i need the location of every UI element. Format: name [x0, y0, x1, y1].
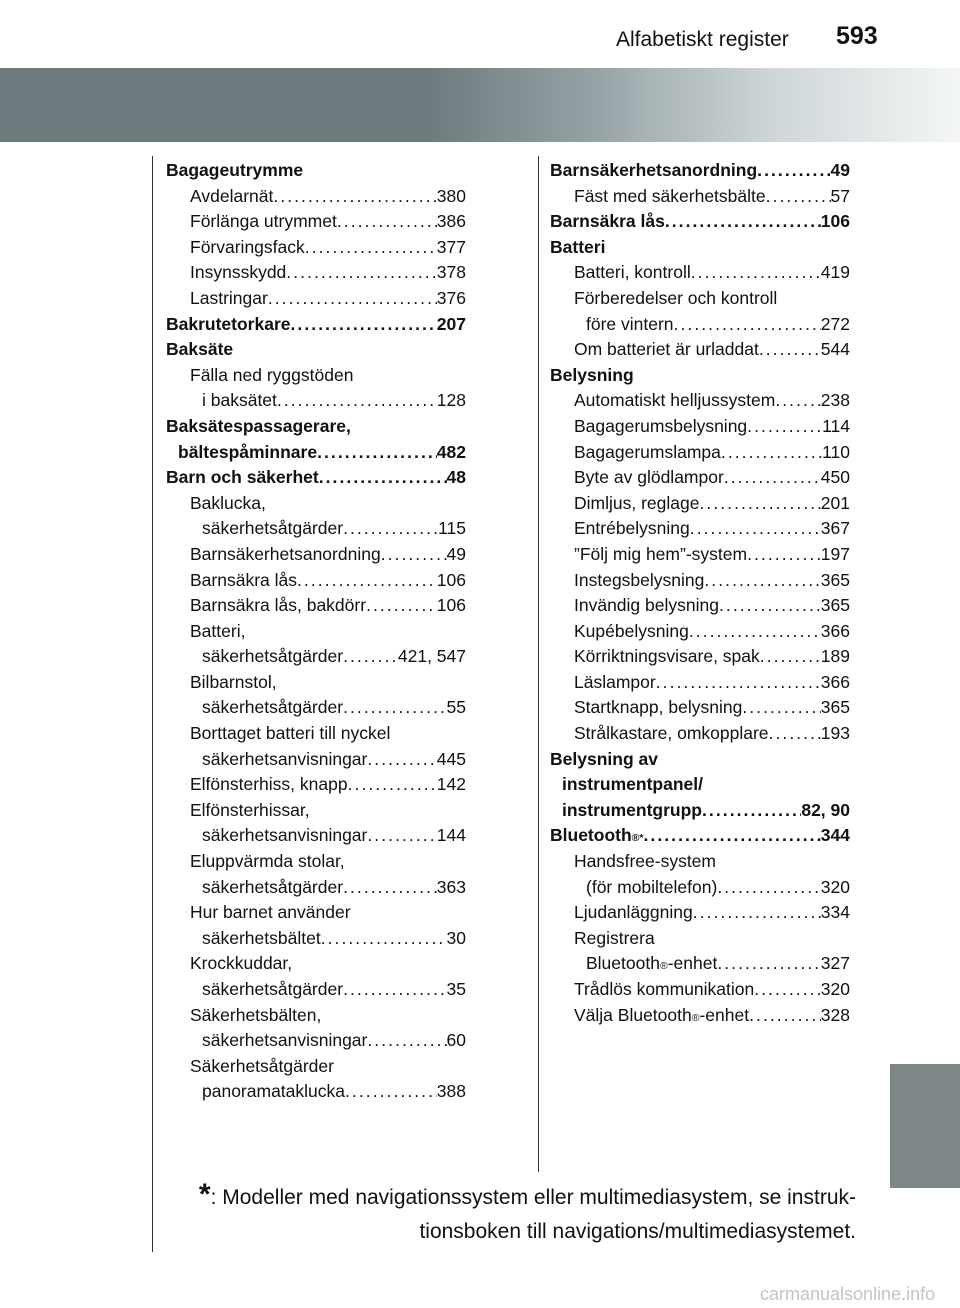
index-entry-page: 320: [820, 979, 850, 999]
index-entry-term: Bilbarnstol,: [190, 671, 277, 692]
index-entry: [550, 260, 850, 286]
index-entry: [166, 1003, 466, 1029]
index-entry-term: säkerhetsåtgärder: [202, 876, 344, 897]
index-entry-page: 328: [820, 1004, 850, 1025]
index-entry-page: 60: [446, 1030, 466, 1051]
index-entry-page: 57: [830, 185, 850, 206]
dot-leader: [367, 823, 436, 849]
index-entry-term: Batteri: [550, 236, 606, 257]
index-entry: [550, 875, 850, 901]
dot-leader: [348, 772, 437, 798]
index-entry: [166, 440, 466, 466]
index-entry: [550, 158, 850, 184]
column-divider: [538, 156, 539, 1172]
index-entry-page: 128: [436, 390, 466, 411]
index-entry: [166, 158, 466, 184]
dot-leader: [769, 721, 821, 747]
index-entry-term: säkerhetsåtgärder: [202, 697, 344, 718]
index-entry-term: Säkerhetsåtgärder: [190, 1055, 334, 1076]
dot-leader: [345, 1079, 437, 1105]
index-entry: [166, 363, 466, 389]
index-entry-term: säkerhetsåtgärder: [202, 646, 344, 667]
index-entry-term: Baklucka,: [190, 492, 266, 513]
index-entry-term: Förlänga utrymmet: [190, 211, 337, 232]
index-entry-page: 544: [820, 339, 850, 360]
index-entry: [166, 286, 466, 312]
index-entry-page: 365: [820, 697, 850, 718]
dot-leader: [674, 312, 821, 338]
index-entry: [550, 568, 850, 594]
index-entry: Välja Bluetooth ® -enhet . . . 328: [550, 1003, 850, 1029]
dot-leader: [690, 516, 821, 542]
index-entry: [166, 644, 466, 670]
index-entry-term: Avdelarnät: [190, 185, 274, 206]
dot-leader: [367, 1028, 446, 1054]
index-entry: [550, 465, 850, 491]
dot-leader: [277, 388, 437, 414]
dot-leader: [273, 184, 436, 210]
index-entry: [550, 235, 850, 261]
dot-leader: [759, 337, 821, 363]
index-entry-term: Elfönsterhiss, knapp: [190, 774, 348, 795]
index-entry: [166, 977, 466, 1003]
dot-leader: [702, 798, 801, 824]
index-entry-page: 482: [436, 441, 466, 462]
dot-leader: [757, 158, 830, 184]
index-entry-term: Barnsäkerhetsanordning: [550, 160, 758, 180]
index-entry-term: Förvaringsfack: [190, 236, 305, 257]
index-entry-page: 365: [820, 569, 850, 590]
section-tab: [890, 1064, 960, 1188]
index-entry-term: Om batteriet är urladdat: [574, 339, 759, 360]
index-entry-term: Bagagerumslampa: [574, 441, 721, 462]
index-entry: [550, 363, 850, 389]
index-entry: [550, 440, 850, 466]
index-entry-page: 110: [822, 441, 850, 462]
index-entry-term: Instegsbelysning: [574, 569, 705, 590]
index-entry: [166, 235, 466, 261]
index-entry: [550, 977, 850, 1003]
watermark: carmanualsonline.info: [760, 1284, 936, 1304]
index-entry-term: säkerhetsåtgärder: [202, 979, 344, 999]
index-column-left: [166, 158, 466, 1105]
index-entry-term: Förberedelser och kontroll: [574, 287, 778, 308]
index-entry: [166, 542, 466, 568]
dot-leader: [286, 260, 437, 286]
index-entry-term: Belysning av: [550, 748, 658, 769]
dot-leader: [343, 644, 398, 670]
index-entry-page: 30: [446, 927, 466, 948]
index-entry-term: säkerhetsåtgärder: [202, 518, 344, 539]
index-entry: [166, 209, 466, 235]
index-entry-page: 344: [820, 825, 850, 846]
index-entry: [550, 619, 850, 645]
index-entry: [166, 260, 466, 286]
dot-leader: [343, 977, 446, 1003]
index-entry: [550, 286, 850, 312]
index-entry-term: bältespåminnare: [178, 441, 318, 462]
dot-leader: [721, 440, 822, 466]
index-entry: [166, 1079, 466, 1105]
index-entry-term: instrumentgrupp: [562, 799, 702, 820]
index-entry-page: 450: [820, 467, 850, 488]
index-entry-page: 419: [820, 262, 850, 283]
dot-leader: [643, 823, 820, 849]
index-entry-term: Säkerhetsbälten,: [190, 1004, 322, 1025]
index-column-right: [550, 158, 850, 1028]
index-entry: [550, 644, 850, 670]
index-entry-term: Dimljus, reglage: [574, 492, 700, 513]
dot-leader: [754, 977, 821, 1003]
dot-leader: [317, 440, 437, 466]
index-entry-term: Registrera: [574, 927, 655, 948]
dot-leader: [717, 875, 820, 901]
index-entry-page: 144: [436, 825, 466, 846]
dot-leader: [689, 619, 821, 645]
index-entry-term: Ljudanläggning: [574, 902, 693, 923]
index-entry-page: 142: [436, 774, 466, 795]
index-entry-term: före vintern: [586, 313, 674, 334]
index-entry: [550, 184, 850, 210]
index-entry-term: Invändig belysning: [574, 595, 719, 616]
index-entry-page: 49: [830, 160, 850, 180]
index-entry-term: instrumentpanel/: [562, 774, 703, 795]
dot-leader: [343, 516, 438, 542]
index-entry: [550, 670, 850, 696]
index-entry-page: 421, 547: [397, 646, 466, 667]
index-entry: [550, 593, 850, 619]
index-entry: Bluetooth ®* . . . 344: [550, 823, 850, 849]
index-entry-term: Barnsäkerhetsanordning: [190, 543, 381, 564]
index-entry-page: 366: [820, 620, 850, 641]
dot-leader: [775, 388, 820, 414]
index-entry: [166, 926, 466, 952]
dot-leader: [305, 235, 437, 261]
index-entry: [550, 337, 850, 363]
index-entry-term: Barnsäkra lås: [190, 569, 297, 590]
index-entry-term-suffix: -enhet: [699, 1004, 750, 1025]
index-entry-term: Elfönsterhissar,: [190, 799, 310, 820]
dot-leader: [343, 875, 437, 901]
dot-leader: [693, 900, 821, 926]
index-entry-term: Batteri,: [190, 620, 246, 641]
dot-leader: [656, 670, 821, 696]
dot-leader: [704, 568, 820, 594]
index-entry-term: Borttaget batteri till nyckel: [190, 723, 391, 744]
page-header-title: Alfabetiskt register: [616, 28, 789, 51]
index-entry-page: 238: [820, 390, 850, 411]
index-entry-page: 35: [446, 979, 466, 999]
index-entry-page: 106: [436, 569, 466, 590]
index-entry-page: 197: [820, 543, 850, 564]
index-entry-term: Lastringar: [190, 287, 268, 308]
index-entry-term: Fäst med säkerhetsbälte: [574, 185, 766, 206]
index-entry: [166, 798, 466, 824]
index-entry-term: Belysning: [550, 364, 634, 385]
index-entry-term: Byte av glödlampor: [574, 467, 724, 488]
index-entry-term-suffix: -enhet: [667, 953, 718, 974]
dot-leader: [699, 491, 820, 517]
index-entry-page: 386: [436, 211, 466, 232]
index-entry-term: Bakrutetorkare: [166, 313, 291, 334]
index-entry-page: 106: [820, 211, 850, 232]
header-banner: [0, 68, 960, 142]
index-entry: [550, 721, 850, 747]
index-entry-page: 327: [820, 953, 850, 974]
index-entry-page: 48: [446, 467, 466, 488]
index-entry: [550, 388, 850, 414]
index-entry: [166, 388, 466, 414]
index-entry-page: 207: [436, 313, 466, 334]
index-entry: [550, 849, 850, 875]
index-entry-term: Bagageutrymme: [166, 160, 304, 180]
footnote-line-1: : Modeller med navigationssystem eller multimediasystem, se instruk-: [210, 1186, 856, 1209]
index-entry: [166, 849, 466, 875]
index-entry-term: säkerhetsbältet: [202, 927, 321, 948]
index-entry-page: 334: [820, 902, 850, 923]
index-entry-term: Baksäte: [166, 339, 234, 360]
index-entry-term: Eluppvärmda stolar,: [190, 851, 345, 872]
index-entry-term: panoramataklucka: [202, 1081, 345, 1102]
index-entry-term: Krockkuddar,: [190, 953, 293, 974]
index-entry: [550, 695, 850, 721]
dot-leader: [766, 184, 831, 210]
index-entry-page: 445: [436, 748, 466, 769]
dot-leader: [760, 644, 821, 670]
index-entry-page: 363: [436, 876, 466, 897]
index-entry-term: Entrébelysning: [574, 518, 690, 539]
index-entry: [550, 542, 850, 568]
index-entry-page: 380: [436, 185, 466, 206]
index-entry-page: 366: [820, 671, 850, 692]
dot-leader: [268, 286, 437, 312]
index-entry-page: 189: [820, 646, 850, 667]
index-entry-term: i baksätet: [202, 390, 277, 411]
index-entry-page: 365: [820, 595, 850, 616]
index-entry-term: Insynsskydd: [190, 262, 287, 283]
index-entry-page: 193: [820, 723, 850, 744]
index-entry-page: 114: [822, 415, 850, 436]
index-entry-term: säkerhetsanvisningar: [202, 748, 368, 769]
index-entry: [166, 823, 466, 849]
dot-leader: [747, 414, 822, 440]
dot-leader: [367, 747, 436, 773]
index-entry: [166, 900, 466, 926]
index-entry: [166, 491, 466, 517]
index-entry-term: säkerhetsanvisningar: [202, 1030, 368, 1051]
index-entry: [166, 568, 466, 594]
index-entry: [166, 414, 466, 440]
index-entry: [166, 465, 466, 491]
dot-leader: [291, 312, 437, 338]
index-entry-term: Bluetooth: [550, 825, 632, 846]
dot-leader: [297, 568, 437, 594]
index-entry-page: 376: [436, 287, 466, 308]
index-entry-term: (för mobiltelefon): [586, 876, 718, 897]
index-entry-term: Barn och säkerhet: [166, 467, 319, 488]
index-entry-term: Bagagerumsbelysning: [574, 415, 748, 436]
index-entry: Bluetooth ® -enhet . . . 327: [550, 951, 850, 977]
index-entry: [550, 209, 850, 235]
index-entry-page: 55: [446, 697, 466, 718]
index-entry: [550, 798, 850, 824]
dot-leader: [719, 593, 821, 619]
index-entry-term: Körriktningsvisare, spak: [574, 646, 760, 667]
index-entry-page: 201: [820, 492, 850, 513]
dot-leader: [747, 542, 821, 568]
index-entry-term: Fälla ned ryggstöden: [190, 364, 354, 385]
page-number: 593: [836, 22, 878, 50]
index-entry: [166, 747, 466, 773]
dot-leader: [343, 695, 446, 721]
dot-leader: [319, 465, 447, 491]
index-entry-term: Välja Bluetooth: [574, 1004, 692, 1025]
index-entry: [166, 695, 466, 721]
dot-leader: [717, 951, 820, 977]
index-entry: [166, 593, 466, 619]
index-entry-page: 320: [820, 876, 850, 897]
index-entry-page: 82, 90: [801, 799, 850, 820]
index-entry: [166, 875, 466, 901]
dot-leader: [724, 465, 821, 491]
index-entry: [166, 516, 466, 542]
index-entry-term: Bluetooth: [586, 953, 660, 974]
index-entry: [550, 516, 850, 542]
dot-leader: [337, 209, 437, 235]
footnote: [180, 1178, 856, 1249]
index-entry: [550, 772, 850, 798]
dot-leader: [742, 695, 820, 721]
footnote-marker: *: [198, 1178, 211, 1211]
index-entry-term: Barnsäkra lås: [550, 211, 665, 232]
index-entry: [166, 184, 466, 210]
dot-leader: [665, 209, 821, 235]
index-entry-term: Baksätespassagerare,: [166, 415, 351, 436]
index-entry: [550, 926, 850, 952]
footnote-line-2: tionsboken till navigations/multimediasystemet.: [419, 1220, 856, 1243]
index-entry-term: Automatiskt helljussystem: [574, 390, 776, 411]
index-entry: [550, 900, 850, 926]
dot-leader: [366, 593, 437, 619]
index-entry-page: 106: [436, 595, 466, 616]
index-entry: [166, 1054, 466, 1080]
index-entry: [166, 619, 466, 645]
index-entry-term: Batteri, kontroll: [574, 262, 691, 283]
index-entry: [550, 414, 850, 440]
index-entry-page: 115: [438, 518, 466, 539]
dot-leader: [691, 260, 821, 286]
index-entry-page: 49: [446, 543, 466, 564]
index-entry-page: 272: [820, 313, 850, 334]
index-entry-term: Barnsäkra lås, bakdörr: [190, 595, 367, 616]
index-entry: [550, 491, 850, 517]
index-entry-term: Läslampor: [574, 671, 656, 692]
index-entry-page: 388: [436, 1081, 466, 1102]
index-entry-term: Strålkastare, omkopplare: [574, 723, 769, 744]
index-entry: [166, 772, 466, 798]
index-entry-page: 377: [436, 236, 466, 257]
index-entry-term: ”Följ mig hem”-system: [574, 543, 748, 564]
index-entry: [166, 1028, 466, 1054]
index-entry-term: Handsfree-system: [574, 851, 716, 872]
index-entry-term: Kupébelysning: [574, 620, 689, 641]
index-entry-term: Startknapp, belysning: [574, 697, 743, 718]
index-entry: [550, 312, 850, 338]
index-entry: [550, 747, 850, 773]
index-entry-term: Trådlös kommunikation: [574, 979, 755, 999]
index-entry: [166, 670, 466, 696]
index-entry-term: säkerhetsanvisningar: [202, 825, 368, 846]
index-entry-page: 378: [436, 262, 466, 283]
index-entry: [166, 312, 466, 338]
index-entry: [166, 951, 466, 977]
dot-leader: [749, 1003, 821, 1029]
index-entry: [166, 337, 466, 363]
index-entry: [166, 721, 466, 747]
dot-leader: [381, 542, 447, 568]
index-entry-term: Hur barnet använder: [190, 902, 351, 923]
index-entry-page: 367: [820, 518, 850, 539]
left-margin-rule: [152, 156, 153, 1252]
dot-leader: [321, 926, 447, 952]
